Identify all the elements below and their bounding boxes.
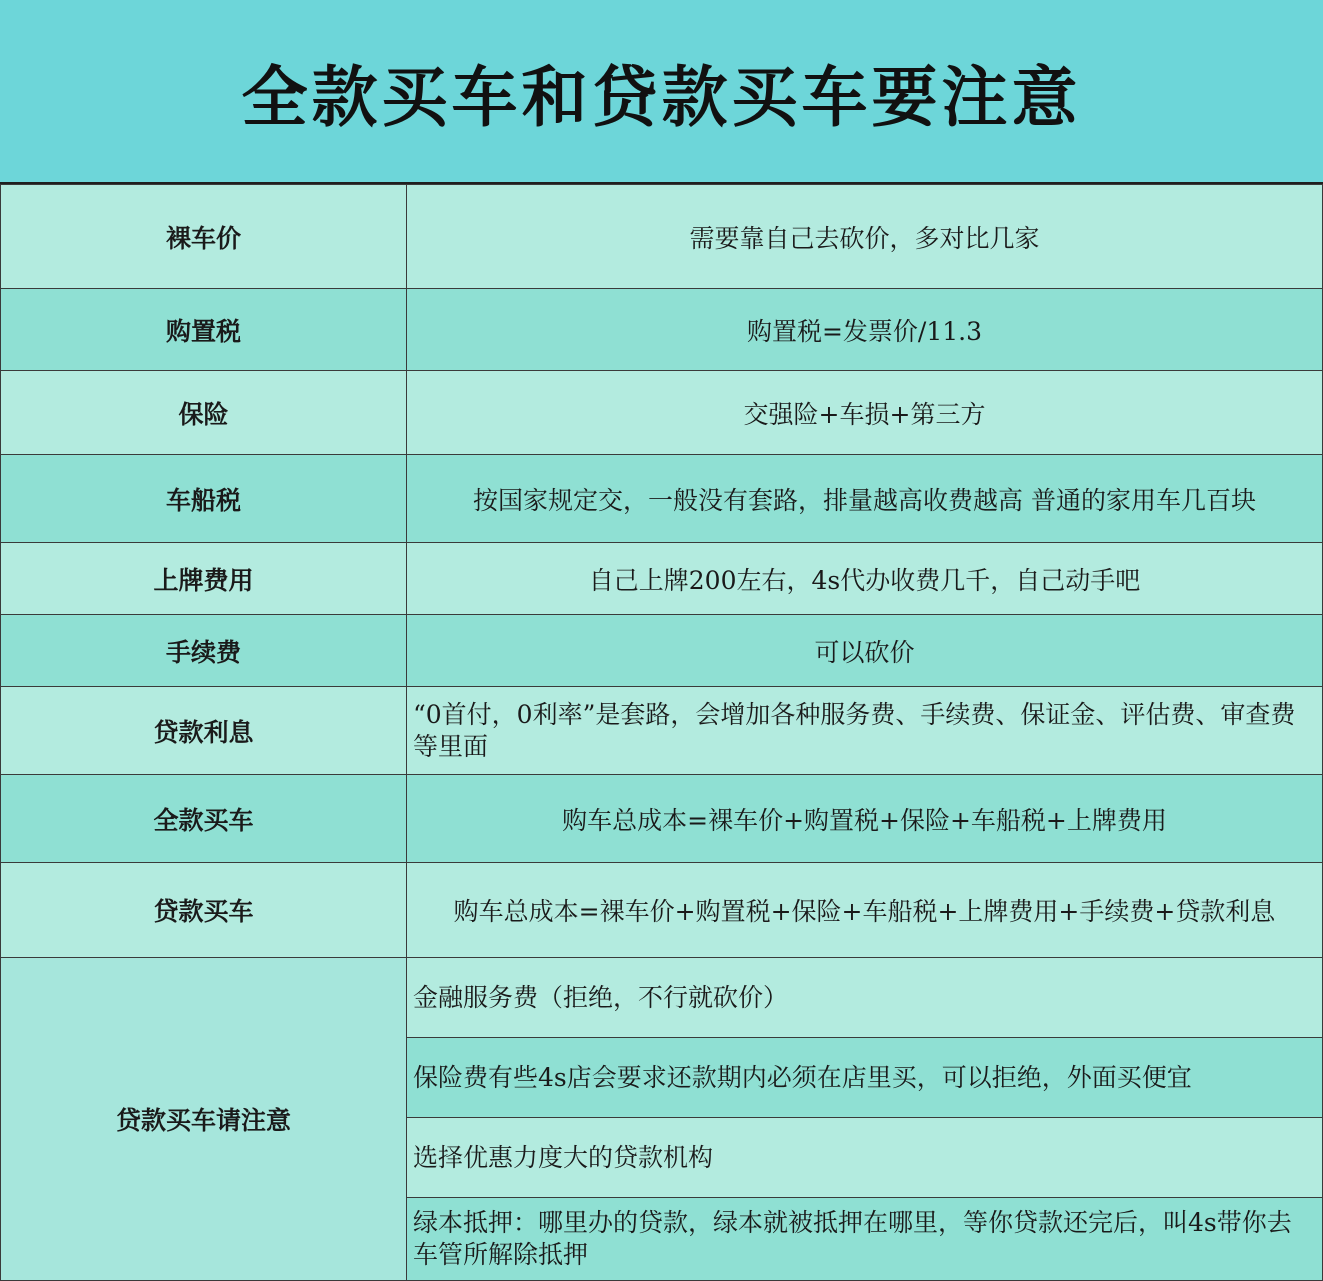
note-item: 绿本抵押：哪里办的贷款，绿本就被抵押在哪里，等你贷款还完后，叫4s带你去车管所解除抵押 (407, 1198, 1323, 1281)
table-row (1, 455, 1323, 543)
row-value: 购车总成本=裸车价+购置税+保险+车船税+上牌费用+手续费+贷款利息 (407, 863, 1323, 958)
row-value: 需要靠自己去砍价，多对比几家 (407, 185, 1323, 289)
table-row (1, 371, 1323, 455)
row-label: 购置税 (1, 289, 407, 371)
title-bar (0, 0, 1323, 184)
row-value: 可以砍价 (407, 615, 1323, 687)
table-row (1, 543, 1323, 615)
row-value: 购车总成本=裸车价+购置税+保险+车船税+上牌费用 (407, 775, 1323, 863)
row-value: 按国家规定交，一般没有套路，排量越高收费越高 普通的家用车几百块 (407, 455, 1323, 543)
row-label: 贷款利息 (1, 687, 407, 775)
row-label: 全款买车 (1, 775, 407, 863)
row-value: 自己上牌200左右，4s代办收费几千，自己动手吧 (407, 543, 1323, 615)
cost-table (0, 184, 1323, 1281)
row-value: 购置税=发票价/11.3 (407, 289, 1323, 371)
row-label: 上牌费用 (1, 543, 407, 615)
note-item: 保险费有些4s店会要求还款期内必须在店里买，可以拒绝，外面买便宜 (407, 1038, 1323, 1118)
table-row (1, 958, 1323, 1038)
table-row (1, 289, 1323, 371)
row-value: 交强险+车损+第三方 (407, 371, 1323, 455)
row-value: “0首付，0利率”是套路，会增加各种服务费、手续费、保证金、评估费、审查费等里面 (407, 687, 1323, 775)
page-title: 全款买车和贷款买车要注意 (241, 57, 1082, 136)
table-row (1, 687, 1323, 775)
row-label: 保险 (1, 371, 407, 455)
note-item: 金融服务费（拒绝，不行就砍价） (407, 958, 1323, 1038)
note-item: 选择优惠力度大的贷款机构 (407, 1118, 1323, 1198)
table-row (1, 615, 1323, 687)
row-label: 贷款买车 (1, 863, 407, 958)
notes-label: 贷款买车请注意 (1, 958, 407, 1281)
table-row (1, 775, 1323, 863)
row-label: 车船税 (1, 455, 407, 543)
table-row (1, 863, 1323, 958)
table-row (1, 185, 1323, 289)
row-label: 裸车价 (1, 185, 407, 289)
row-label: 手续费 (1, 615, 407, 687)
